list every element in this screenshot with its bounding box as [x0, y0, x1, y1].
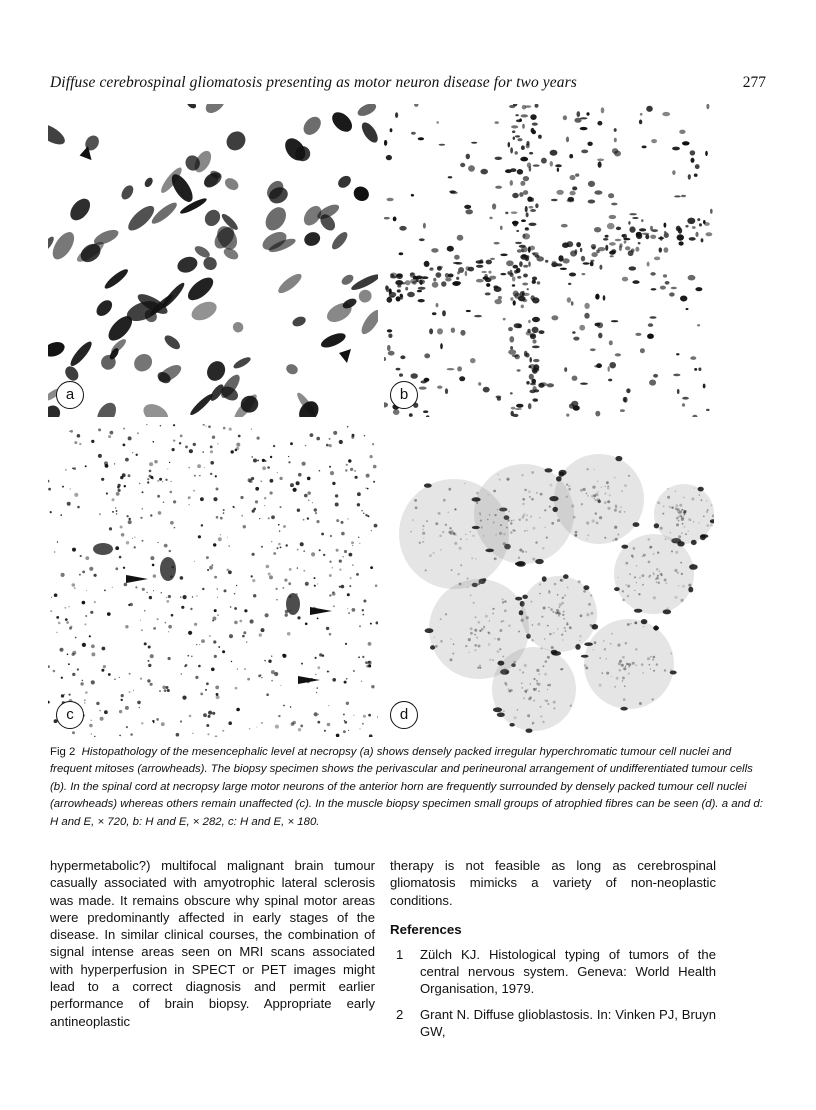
micrograph-b-image — [384, 104, 714, 417]
panel-label-a: a — [56, 381, 84, 409]
figure-2 — [48, 104, 714, 737]
figure-caption — [50, 744, 766, 831]
references-heading: References — [390, 921, 462, 937]
reference-text: Grant N. Diffuse glioblastosis. In: Vinken PJ, Bruyn GW, — [420, 1006, 716, 1040]
body-paragraph-right: therapy is not feasible as long as cerebrospinal gliomatosis mimicks a variety of non-neoplastic conditions. — [390, 858, 716, 908]
reference-item — [390, 946, 716, 998]
micrograph-panel-a — [48, 104, 378, 417]
caption-figure-label: Fig 2 — [50, 746, 76, 758]
micrograph-a-image — [48, 104, 378, 417]
panel-label-c: c — [56, 701, 84, 729]
panel-label-b: b — [390, 381, 418, 409]
body-column-left — [50, 857, 375, 1030]
body-paragraph-left: hypermetabolic?) multifocal malignant brain tumour casually associated with amyotrophic lateral sclerosis was made. It remains obscure why spinal motor areas were predominantly affected in early stages of the disease. In similar clinical courses, the combination of signal intense areas seen on MRI scans associated with hyperperfusion in SPECT or PET images might lead to a correct diagnosis and permit earlier performance of brain biopsy. Appropriate early antineoplastic — [50, 858, 375, 1029]
running-title: Diffuse cerebrospinal gliomatosis presenting as motor neuron disease for two years — [50, 74, 577, 91]
running-head — [50, 74, 766, 96]
micrograph-d-image — [384, 424, 714, 737]
micrograph-panel-d — [384, 424, 714, 737]
micrograph-c-image — [48, 424, 378, 737]
reference-number: 1 — [396, 946, 404, 962]
micrograph-panel-b — [384, 104, 714, 417]
reference-item — [390, 1006, 716, 1041]
caption-text: Histopathology of the mesencephalic level at necropsy (a) shows densely packed irregular hyperchromatic tumour cell nuclei and frequent mitoses (arrowheads). The biopsy specimen shows the perivascular and perineuronal arrangement of undifferentiated tumour cells (b). In the spinal cord at necropsy large motor neurons of the anterior horn are frequently surrounded by densely packed tumour cell nuclei (arrowheads) whereas others remain unaffected (c). In the muscle biopsy specimen small groups of atrophied fibres can be seen (d). a and d: H and E, × 720, b: H and E, × 282, c: H and E, × 180. — [50, 746, 763, 828]
reference-number: 2 — [396, 1006, 404, 1022]
reference-text: Zülch KJ. Histological typing of tumors of the central nervous system. Geneva: World Health Organisation, 1979. — [420, 946, 716, 997]
body-column-right — [390, 857, 716, 1040]
micrograph-panel-c — [48, 424, 378, 737]
panel-label-d: d — [390, 701, 418, 729]
page-number: 277 — [742, 74, 766, 91]
